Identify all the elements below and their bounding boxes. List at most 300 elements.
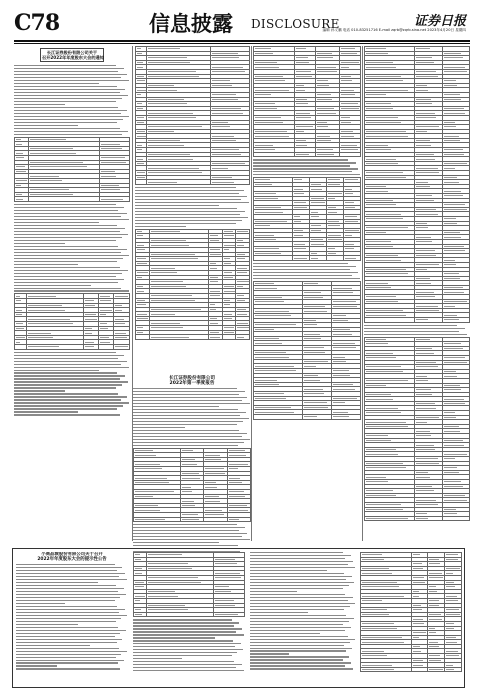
text-line <box>250 582 354 583</box>
text-line <box>253 171 352 172</box>
text-line <box>135 223 236 224</box>
text-line <box>14 414 120 415</box>
report-body-text <box>364 325 470 335</box>
table-row <box>254 256 361 261</box>
text-line <box>135 211 245 212</box>
text-line <box>250 659 343 660</box>
text-line <box>14 384 122 385</box>
text-line <box>250 591 297 592</box>
text-line <box>133 667 236 668</box>
text-line <box>16 564 115 565</box>
text-line <box>14 243 65 244</box>
text-line <box>14 116 129 117</box>
notice-subtitle: 召开2022年年度股东大会的通知 <box>42 55 104 60</box>
text-line <box>16 639 122 640</box>
table-row <box>365 516 470 521</box>
notice-subtitle: 2022年年度股东大会的提示性公告 <box>37 557 107 562</box>
text-line <box>133 622 239 623</box>
report-body-text <box>133 388 251 446</box>
table-row <box>254 414 361 419</box>
balance-sheet-table <box>364 46 470 323</box>
table-cell <box>365 318 415 323</box>
text-line <box>14 378 120 379</box>
text-line <box>14 122 117 123</box>
text-line <box>133 640 233 641</box>
table-cell <box>294 152 315 157</box>
text-line <box>16 597 120 598</box>
text-line <box>14 358 118 359</box>
text-line <box>14 216 121 217</box>
text-line <box>133 397 247 398</box>
table-row <box>136 335 250 340</box>
text-line <box>250 639 355 640</box>
notice-title: 长江证券股份有限公司关于 <box>46 50 98 55</box>
text-line <box>16 591 118 592</box>
notice-body-text <box>133 619 245 671</box>
text-line <box>135 193 239 194</box>
table-cell <box>134 517 181 522</box>
text-line <box>14 408 117 409</box>
text-line <box>16 570 117 571</box>
text-line <box>14 89 125 90</box>
report-title: 长江证券股份有限公司 <box>169 376 215 381</box>
balance-sheet-table <box>253 281 361 420</box>
text-line <box>135 214 240 215</box>
text-line <box>250 645 344 646</box>
text-line <box>133 439 250 440</box>
table-cell <box>134 612 147 617</box>
notice-title: 小商品城股份有限公司关于召开 <box>41 552 103 557</box>
text-line <box>16 579 127 580</box>
table-cell <box>442 516 469 521</box>
text-line <box>16 624 78 625</box>
text-line <box>14 65 116 66</box>
text-line <box>133 655 232 656</box>
shareholder-table <box>253 177 361 261</box>
bottom-column-2 <box>133 552 245 684</box>
table-cell <box>254 152 295 157</box>
text-line <box>135 196 247 197</box>
text-line <box>14 279 124 280</box>
text-line <box>133 625 234 626</box>
text-line <box>16 567 122 568</box>
text-line <box>133 388 237 389</box>
table-cell <box>236 335 250 340</box>
table-cell <box>254 256 293 261</box>
text-line <box>133 391 245 392</box>
text-line <box>16 654 121 655</box>
table-cell <box>15 197 29 202</box>
text-line <box>250 561 353 562</box>
text-line <box>14 355 124 356</box>
text-line <box>16 609 125 610</box>
masthead <box>14 10 470 40</box>
text-line <box>253 159 348 160</box>
table-cell <box>28 197 99 202</box>
text-line <box>14 207 124 208</box>
text-line <box>14 95 128 96</box>
text-line <box>133 424 237 425</box>
text-line <box>14 402 129 403</box>
text-line <box>133 658 182 659</box>
notice-body-text <box>135 187 250 227</box>
table-cell <box>326 256 343 261</box>
text-line <box>14 101 116 102</box>
text-line <box>14 411 78 412</box>
text-line <box>14 288 121 289</box>
column-1 <box>14 46 130 546</box>
text-line <box>14 107 118 108</box>
text-line <box>250 558 345 559</box>
text-line <box>250 573 344 574</box>
table-cell <box>84 345 99 350</box>
text-line <box>14 80 129 81</box>
text-line <box>253 174 360 175</box>
text-line <box>250 606 350 607</box>
notice-body-text <box>14 65 130 135</box>
text-line <box>16 585 116 586</box>
table-cell <box>100 197 130 202</box>
text-line <box>14 246 118 247</box>
text-line <box>250 552 343 553</box>
column-4 <box>364 46 470 541</box>
text-line <box>16 606 117 607</box>
table-cell <box>292 256 309 261</box>
text-line <box>133 643 241 644</box>
table-cell <box>227 517 250 522</box>
masthead-meta: 编辑 孙义鹏 电话 010-83251716 E-mail zqrb@zqrb.sina.net 2023年4月20日 星期四 <box>322 28 466 32</box>
table-cell <box>365 516 415 521</box>
text-line <box>14 396 127 397</box>
text-line <box>14 364 121 365</box>
table-cell <box>149 335 208 340</box>
text-line <box>14 352 116 353</box>
text-line <box>14 249 127 250</box>
table-cell <box>180 517 203 522</box>
text-line <box>253 162 356 163</box>
text-line <box>14 267 120 268</box>
text-line <box>14 367 129 368</box>
text-line <box>133 670 244 671</box>
text-line <box>250 642 350 643</box>
text-line <box>250 603 355 604</box>
text-line <box>364 325 457 326</box>
text-line <box>14 231 120 232</box>
report-body-text <box>253 263 361 279</box>
report-subtitle: 2022年第一季度报告 <box>169 381 215 386</box>
table-cell <box>147 612 214 617</box>
text-line <box>16 642 117 643</box>
text-line <box>133 646 235 647</box>
text-line <box>250 555 351 556</box>
text-line <box>14 258 123 259</box>
column-divider <box>251 46 252 541</box>
text-line <box>14 219 129 220</box>
text-line <box>250 668 353 669</box>
text-line <box>250 627 351 628</box>
text-line <box>250 609 344 610</box>
text-line <box>133 445 238 446</box>
text-line <box>14 399 121 400</box>
bottom-notice-box <box>12 548 465 688</box>
text-line <box>16 627 118 628</box>
text-line <box>14 237 122 238</box>
text-line <box>14 131 128 132</box>
table-cell <box>208 335 222 340</box>
text-line <box>14 264 78 265</box>
text-line <box>14 119 123 120</box>
text-line <box>14 375 125 376</box>
text-line <box>133 530 239 531</box>
cash-flow-table <box>364 337 470 522</box>
notice-body-text <box>14 204 130 292</box>
report-body-text <box>253 159 361 175</box>
table-cell <box>147 180 211 185</box>
text-line <box>364 328 465 329</box>
text-line <box>250 597 353 598</box>
table-cell <box>136 335 150 340</box>
bottom-column-4 <box>360 552 462 684</box>
table-cell <box>316 152 340 157</box>
text-line <box>14 113 121 114</box>
section-title-en: DISCLOSURE <box>251 17 340 31</box>
table-cell <box>303 414 332 419</box>
text-line <box>133 403 250 404</box>
table-cell <box>444 667 461 672</box>
masthead-rule-thin <box>14 43 470 44</box>
text-line <box>133 542 219 543</box>
text-line <box>14 83 99 84</box>
text-line <box>133 545 238 546</box>
text-line <box>253 275 352 276</box>
table-cell <box>343 256 360 261</box>
table-row <box>254 152 361 157</box>
resolution-table <box>14 137 130 202</box>
text-line <box>14 270 128 271</box>
text-line <box>14 134 122 135</box>
text-line <box>133 661 234 662</box>
newspaper-logo: 证券日报 <box>413 14 466 29</box>
text-line <box>14 98 122 99</box>
text-line <box>14 261 117 262</box>
text-line <box>14 110 127 111</box>
text-line <box>14 71 118 72</box>
text-line <box>133 406 219 407</box>
notice-body-text <box>14 352 130 416</box>
text-line <box>14 204 116 205</box>
text-line <box>14 285 91 286</box>
table-cell <box>254 414 303 419</box>
text-line <box>14 390 65 391</box>
financial-table <box>253 46 361 157</box>
masthead-rule <box>14 40 470 42</box>
bottom-column-3 <box>250 552 356 684</box>
text-line <box>250 564 348 565</box>
text-line <box>250 624 343 625</box>
proposal-table <box>135 46 250 185</box>
text-line <box>16 588 124 589</box>
text-line <box>16 662 118 663</box>
text-line <box>253 269 350 270</box>
text-line <box>250 648 352 649</box>
text-line <box>253 266 356 267</box>
text-line <box>133 649 243 650</box>
table-cell <box>204 517 227 522</box>
text-line <box>133 427 185 428</box>
table-cell <box>339 152 360 157</box>
text-line <box>250 579 346 580</box>
text-line <box>133 442 244 443</box>
table-row <box>365 318 470 323</box>
table-row <box>361 667 462 672</box>
text-line <box>16 600 115 601</box>
text-line <box>250 630 345 631</box>
text-line <box>250 618 354 619</box>
text-line <box>250 570 327 571</box>
text-line <box>250 588 343 589</box>
table-cell <box>411 667 427 672</box>
text-line <box>14 290 129 291</box>
page-number: C78 <box>14 10 60 36</box>
text-line <box>16 621 116 622</box>
column-2 <box>135 46 250 374</box>
text-line <box>250 621 349 622</box>
text-line <box>16 615 127 616</box>
text-line <box>135 217 248 218</box>
text-line <box>133 430 239 431</box>
text-line <box>133 412 246 413</box>
text-line <box>250 585 349 586</box>
text-line <box>250 615 346 616</box>
text-line <box>133 394 239 395</box>
text-line <box>14 128 120 129</box>
text-line <box>14 361 127 362</box>
column-3 <box>253 46 361 541</box>
text-line <box>16 660 124 661</box>
text-line <box>14 282 118 283</box>
table-cell <box>26 345 84 350</box>
text-line <box>250 576 352 577</box>
text-line <box>133 400 242 401</box>
quarterly-report-notice <box>133 376 251 554</box>
text-line <box>14 381 128 382</box>
table-cell <box>136 180 147 185</box>
table-row <box>15 345 130 350</box>
text-line <box>16 573 125 574</box>
proposal-table <box>133 552 245 617</box>
text-line <box>133 418 249 419</box>
text-line <box>133 533 247 534</box>
text-line <box>14 273 122 274</box>
text-line <box>135 190 244 191</box>
table-cell <box>415 318 442 323</box>
text-line <box>14 210 118 211</box>
text-line <box>14 92 120 93</box>
text-line <box>16 648 119 649</box>
text-line <box>16 668 120 669</box>
financial-table <box>133 448 251 523</box>
text-line <box>250 665 345 666</box>
text-line <box>16 582 98 583</box>
text-line <box>133 634 244 635</box>
section-title-cn: 信息披露 <box>149 11 233 36</box>
text-line <box>16 665 57 666</box>
text-line <box>253 165 350 166</box>
notice-body-text <box>16 564 128 670</box>
text-line <box>14 387 116 388</box>
text-line <box>133 536 242 537</box>
text-line <box>133 628 242 629</box>
text-line <box>16 612 119 613</box>
text-line <box>250 653 289 654</box>
text-line <box>14 104 65 105</box>
table-cell <box>15 345 27 350</box>
text-line <box>16 603 65 604</box>
text-line <box>16 618 121 619</box>
table-cell <box>361 667 412 672</box>
text-line <box>133 527 245 528</box>
text-line <box>253 263 348 264</box>
text-line <box>14 125 78 126</box>
text-line <box>16 636 115 637</box>
text-line <box>14 86 117 87</box>
voting-table <box>14 293 130 349</box>
text-line <box>250 567 355 568</box>
text-line <box>16 651 127 652</box>
text-line <box>14 234 128 235</box>
text-line <box>364 334 467 335</box>
text-line <box>250 633 320 634</box>
text-line <box>133 415 240 416</box>
table-cell <box>415 516 442 521</box>
table-cell <box>213 612 244 617</box>
text-line <box>14 68 124 69</box>
text-line <box>14 276 116 277</box>
text-line <box>133 421 243 422</box>
text-line <box>133 539 250 540</box>
proxy-form-table <box>360 552 462 672</box>
text-line <box>250 636 348 637</box>
text-line <box>14 225 117 226</box>
text-line <box>253 272 358 273</box>
text-line <box>14 213 127 214</box>
table-cell <box>427 667 444 672</box>
table-cell <box>98 345 113 350</box>
text-line <box>14 393 118 394</box>
text-line <box>133 409 238 410</box>
table-cell <box>309 256 326 261</box>
text-line <box>250 612 308 613</box>
text-line <box>133 652 237 653</box>
text-line <box>135 220 242 221</box>
text-line <box>133 436 242 437</box>
column-divider <box>362 46 363 541</box>
notice-body-text <box>250 552 356 670</box>
table-cell <box>442 318 469 323</box>
text-line <box>133 664 242 665</box>
text-line <box>250 662 351 663</box>
text-line <box>133 524 237 525</box>
text-line <box>250 656 349 657</box>
table-row <box>136 180 250 185</box>
text-line <box>135 226 186 227</box>
text-line <box>16 576 119 577</box>
text-line <box>253 278 360 279</box>
text-line <box>14 255 129 256</box>
text-line <box>14 228 125 229</box>
text-line <box>14 252 121 253</box>
text-line <box>14 74 127 75</box>
